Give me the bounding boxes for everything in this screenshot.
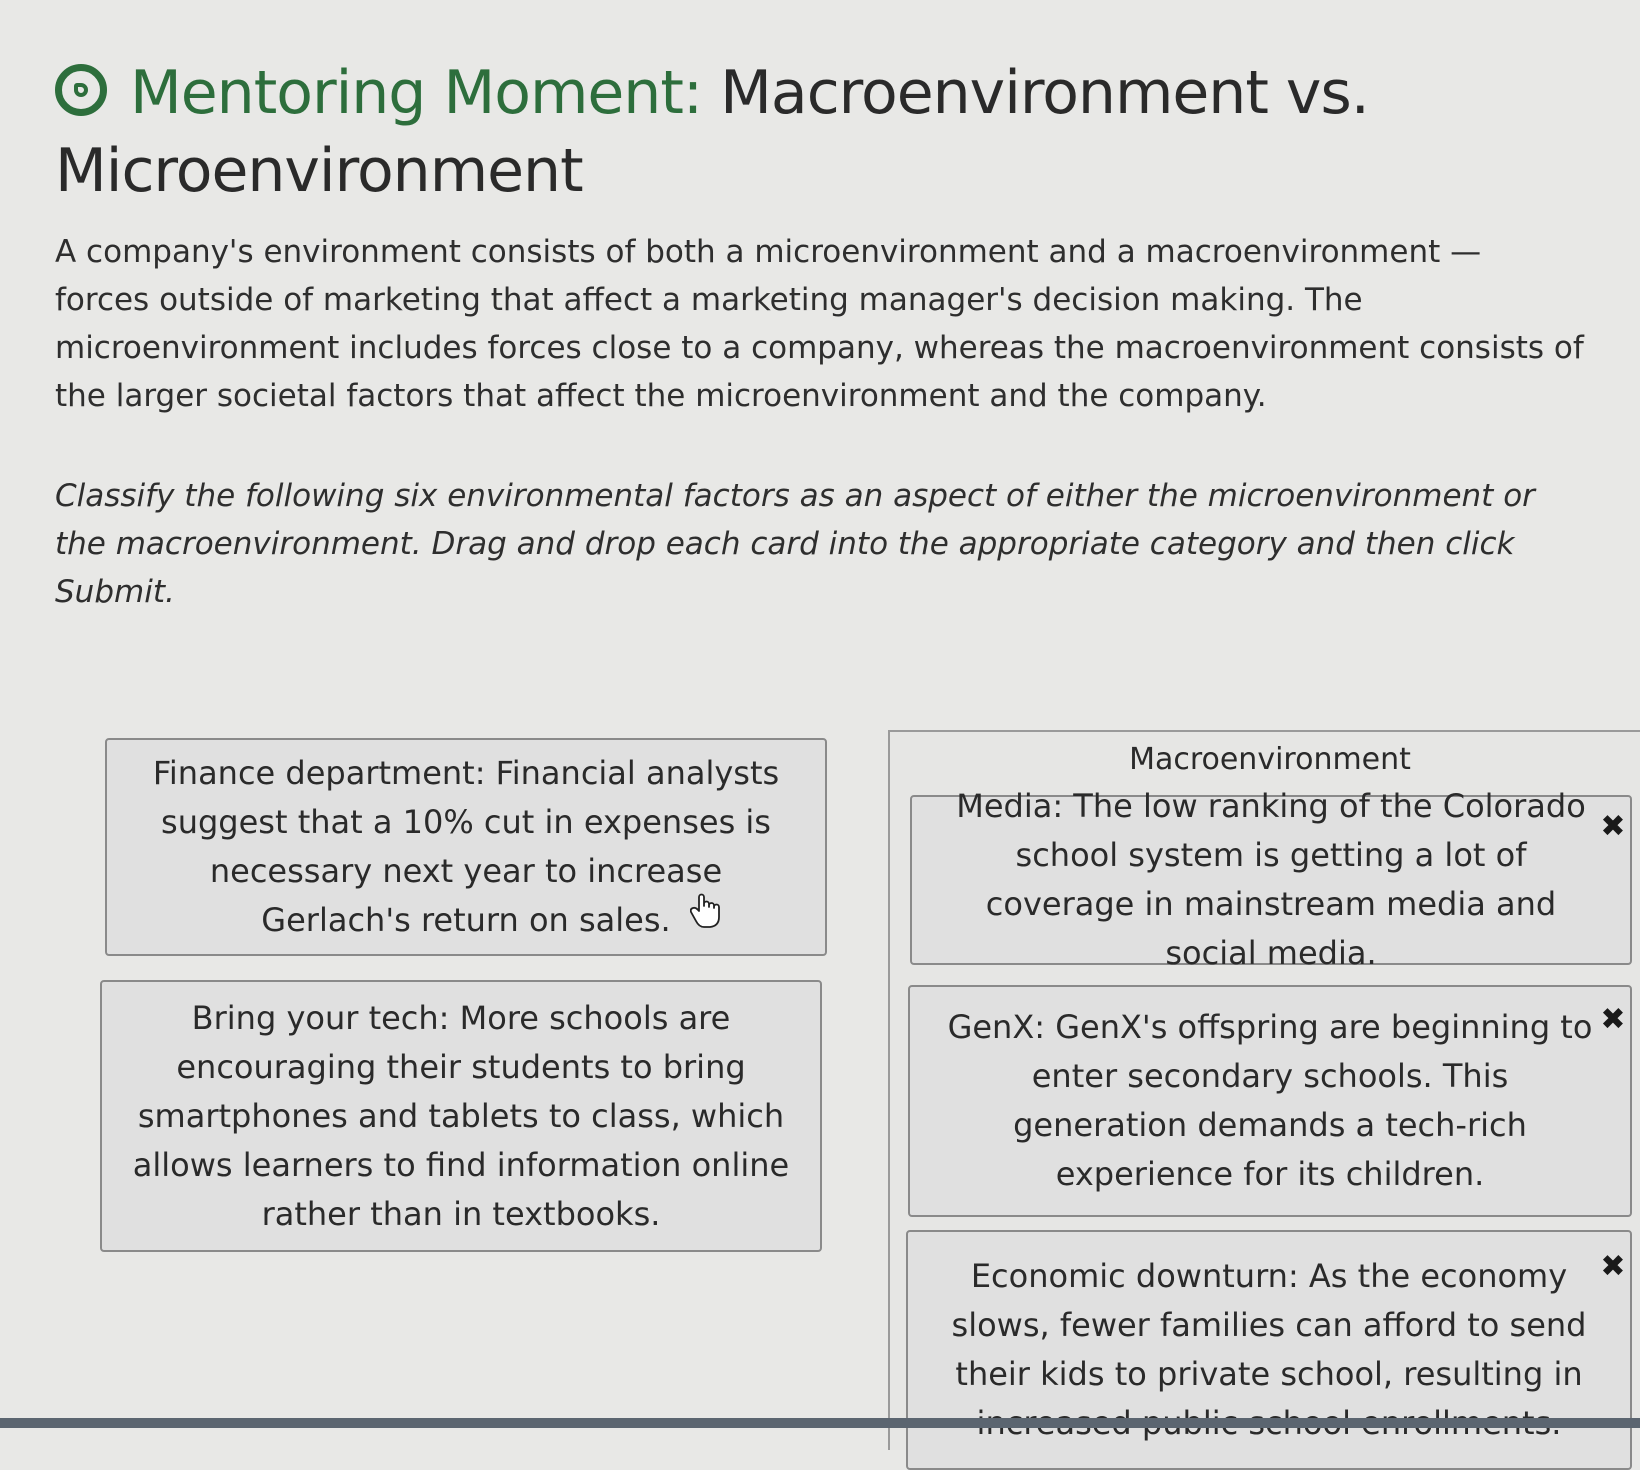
- instructions-paragraph: Classify the following six environmental factors as an aspect of either the microenvironment or the macroenvironment. Drag and drop each card into the appropriate category and then click Submit.: [55, 478, 1535, 610]
- placed-card-economic-downturn[interactable]: [906, 1230, 1632, 1470]
- bottom-bar: [0, 1418, 1640, 1428]
- placed-card-genx[interactable]: [908, 985, 1632, 1217]
- card-text: Bring your tech: More schools are encouraging their students to bring smartphones and tablets to class, which allows learners to find information online rather than in textbooks.: [132, 998, 790, 1233]
- title-part-2: Macroenvironment vs.: [720, 58, 1369, 128]
- card-text: Media: The low ranking of the Colorado school system is getting a lot of coverage in mainstream media and social media.: [956, 787, 1586, 972]
- hand-cursor-icon: [690, 893, 720, 929]
- title-part-1: Mentoring Moment:: [130, 58, 703, 128]
- remove-card-economic-downturn-icon[interactable]: ✖: [1600, 1249, 1626, 1284]
- card-text: GenX: GenX's offspring are beginning to enter secondary schools. This generation demands a tech-rich experience for its children.: [947, 1008, 1593, 1193]
- title-line-1: [130, 58, 1369, 128]
- card-text: Economic downturn: As the economy slows, fewer families can afford to send their kids to private school, resulting in: [951, 1257, 1587, 1393]
- card-text: Finance department: Financial analysts suggest that a 10% cut in expenses is necessary next year to increase Gerlach's return on sales.: [152, 754, 780, 939]
- remove-card-genx-icon[interactable]: ✖: [1600, 1002, 1626, 1037]
- target-icon: [55, 64, 107, 116]
- macroenvironment-label: Macroenvironment: [1129, 742, 1411, 777]
- title-line-2: Microenvironment: [55, 136, 583, 206]
- intro-paragraph: A company's environment consists of both a microenvironment and a macroenvironment — forces outside of marketing that affect a marketing manager's decision making. The microenvironment includes forces close to a company, whereas the macroenvironment consists of the larger societal factors that affect the microenvironment and the company.: [55, 234, 1584, 414]
- placed-card-media[interactable]: [910, 787, 1632, 972]
- draggable-card-bring-your-tech[interactable]: [100, 980, 822, 1252]
- remove-card-media-icon[interactable]: ✖: [1600, 809, 1626, 844]
